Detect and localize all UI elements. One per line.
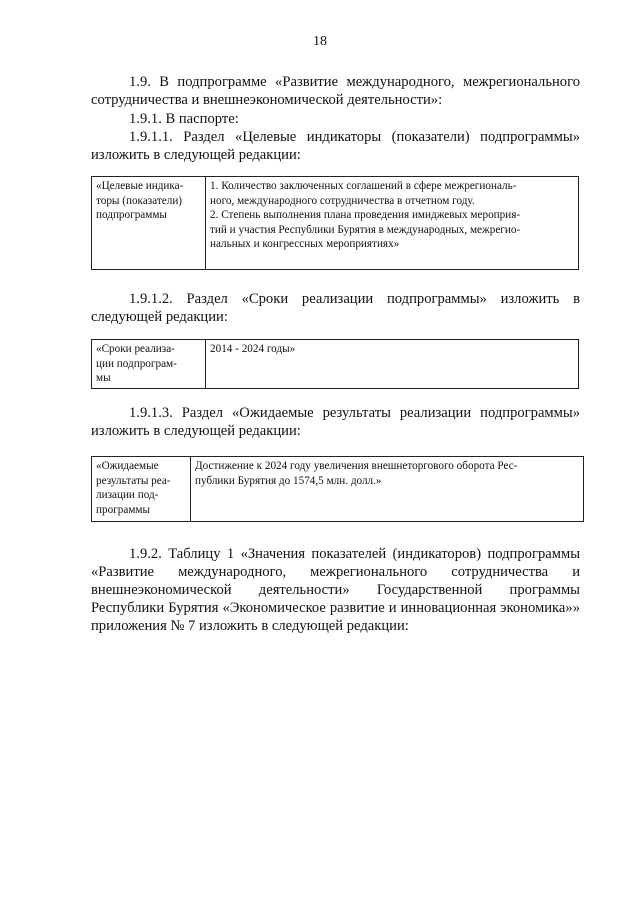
table-row xyxy=(92,457,584,522)
terms-label-cell: «Сроки реализа- ции подпрограм- мы xyxy=(92,340,206,389)
table-row xyxy=(92,177,579,270)
paragraph-1-9-1-2: 1.9.1.2. Раздел «Сроки реализации подпрограммы» изложить в следующей редакции: xyxy=(91,291,580,325)
indicators-label-cell: «Целевые индика- торы (показатели) подпрограммы xyxy=(92,177,206,270)
paragraph-1-9: 1.9. В подпрограмме «Развитие международного, межрегионального сотрудничества и внешнеэкономической деятельности»: xyxy=(91,74,580,108)
results-label-cell: «Ожидаемые результаты реа- лизации под- программы xyxy=(92,457,191,522)
table-row xyxy=(92,340,579,389)
indicators-content-cell: 1. Количество заключенных соглашений в сфере межрегиональ- ного, международного сотрудничества в отчетном году. 2. Степень выполнения плана проведения имиджевых мероприя- тий и участия Республики Бурятия в международных, межрегио- нальных и конгрессных мероприятиях» xyxy=(206,177,579,270)
terms-table xyxy=(91,339,579,389)
paragraph-1-9-2: 1.9.2. Таблицу 1 «Значения показателей (индикаторов) подпрограммы «Развитие международного, межрегионального сотрудничества и внешнеэкономической деятельности» Государственной программы Республики Бурятия «Экономическое развитие и инновационная экономика»» приложения № 7 изложить в следующей редакции: xyxy=(91,546,580,634)
page-number: 18 xyxy=(313,34,327,49)
indicators-table xyxy=(91,176,579,270)
results-table xyxy=(91,456,584,522)
results-content-cell: Достижение к 2024 году увеличения внешнеторгового оборота Рес- публики Бурятия до 1574,5 млн. долл.» xyxy=(191,457,584,522)
paragraph-1-9-1: 1.9.1. В паспорте: xyxy=(129,111,239,127)
terms-content-cell: 2014 - 2024 годы» xyxy=(206,340,579,389)
paragraph-1-9-1-3: 1.9.1.3. Раздел «Ожидаемые результаты реализации подпрограммы» изложить в следующей редакции: xyxy=(91,405,580,439)
paragraph-1-9-1-1: 1.9.1.1. Раздел «Целевые индикаторы (показатели) подпрограммы» изложить в следующей редакции: xyxy=(91,129,580,163)
